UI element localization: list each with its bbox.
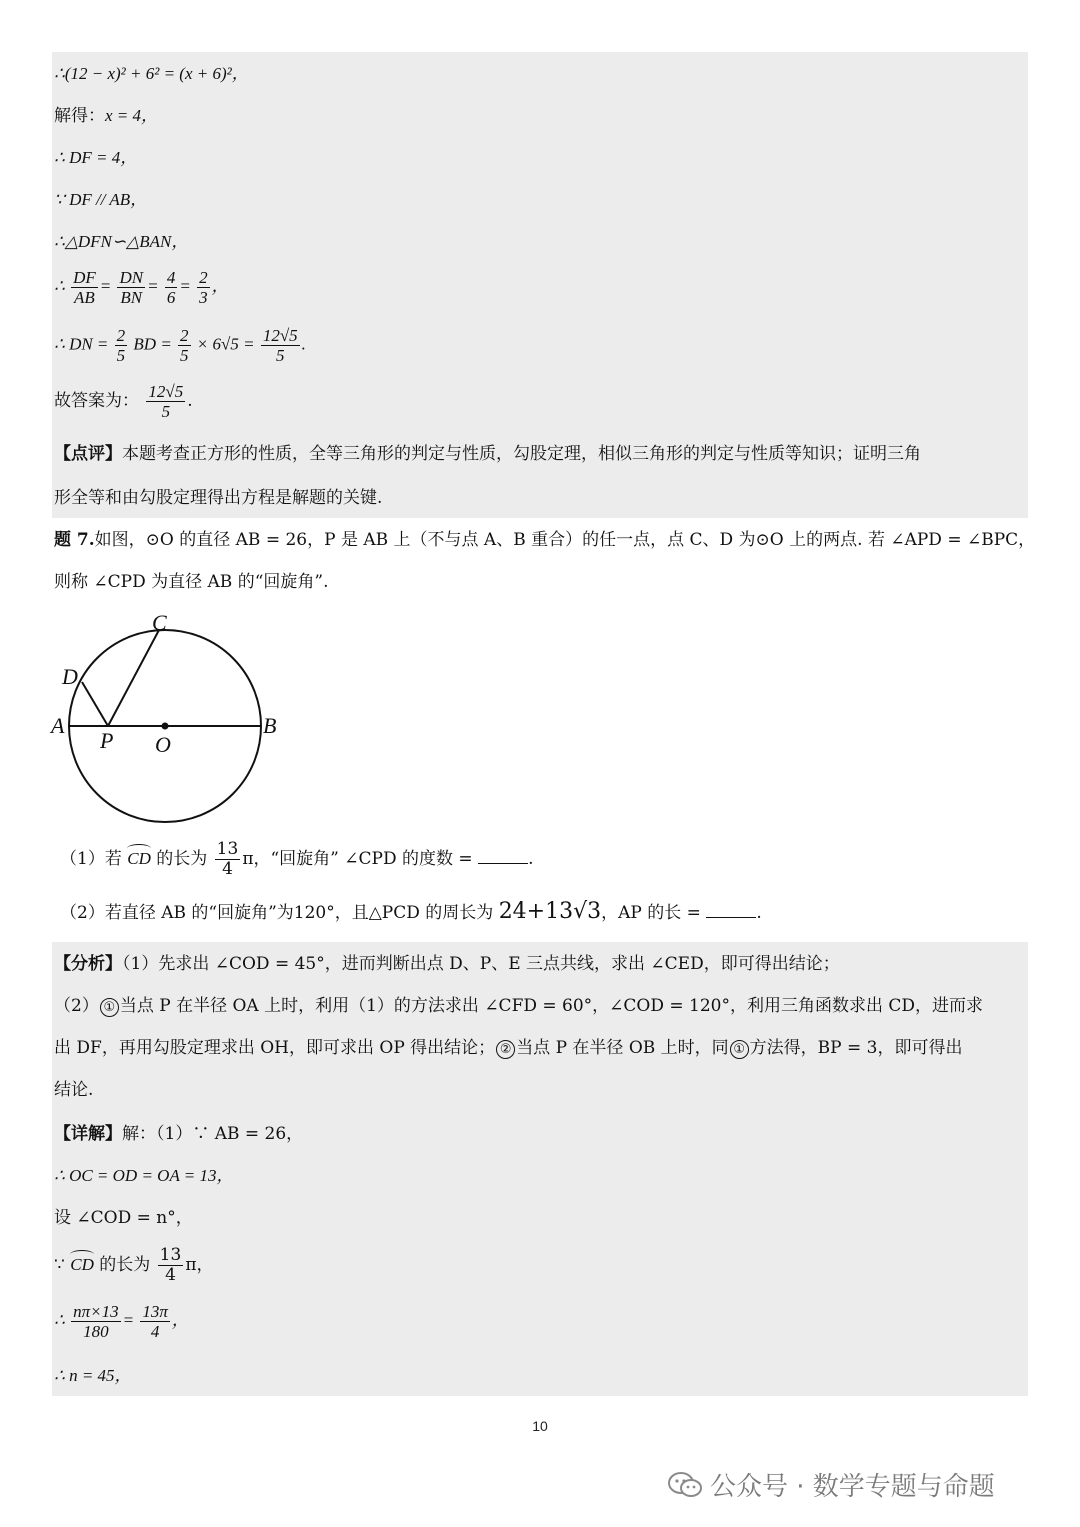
question-1: （1）若 CD 的长为 $\frac{13}{4}$ π，“回旋角” ∠CPD 的度数 = . [60, 839, 534, 879]
label-a: A [51, 713, 65, 738]
label-p: P [100, 728, 114, 753]
dn-line: ∴ DN = $\frac{2}{5}$ BD = $\frac{2}{5}$ × 6√5 = $\frac{12√5}{5}$ . [54, 326, 306, 365]
segment-pd [82, 682, 108, 726]
answer-blank-2 [706, 901, 756, 918]
watermark-text: 公众号 · 数学专题与命题 [710, 1472, 995, 1502]
label-d: D [62, 664, 78, 689]
solve-line: 解得：x = 4， [54, 106, 159, 126]
review-line-2: 形全等和由勾股定理得出方程是解题的关键. [54, 488, 383, 508]
review-line-1: 【点评】本题考查正方形的性质，全等三角形的判定与性质，勾股定理，相似三角形的判定与性质等知识；证明三角 [54, 444, 921, 464]
analysis-line-3: 出 DF，再用勾股定理求出 OH，即可求出 OP 得出结论； ② 当点 P 在半径 OB 上时，同 ① 方法得，BP = 3，即可得出 [54, 1038, 963, 1058]
problem-statement-line-1: 题 7.如图，⊙O 的直径 AB = 26，P 是 AB 上（不与点 A、B 重合）的任一点，点 C、D 为⊙O 上的两点. 若 ∠APD = ∠BPC， [54, 530, 1036, 550]
analysis-line-4: 结论. [54, 1080, 94, 1100]
watermark [668, 1466, 995, 1503]
equation-line: ∵ DF // AB， [54, 190, 148, 209]
question-2: （2）若直径 AB 的“回旋角”为120°，且△PCD 的周长为 24+13√3，AP 的长 = . [60, 899, 762, 924]
analysis-line-2: （2） ① 当点 P 在半径 OA 上时，利用（1）的方法求出 ∠CFD = 60°，∠COD = 120°，利用三角函数求出 CD，进而求 [54, 996, 984, 1016]
detail-line-2: ∴ OC = OD = OA = 13， [54, 1166, 234, 1185]
detail-line-6: ∴ n = 45， [54, 1366, 132, 1385]
equation-line: ∴(12 − x)² + 6² = (x + 6)²， [54, 64, 249, 83]
page-number: 10 [532, 1418, 548, 1434]
answer-line: 故答案为： $\frac{12√5}{5}$ . [54, 382, 193, 421]
ratio-line: ∴ $\frac{DF}{AB}$ = $\frac{DN}{BN}$ = $\frac{4}{6}$ = $\frac{2}{3}$ ， [54, 268, 229, 307]
detail-line-4: ∵ CD 的长为 $\frac{13}{4}$ π， [54, 1245, 214, 1285]
circle-figure [40, 600, 300, 830]
answer-blank-1 [478, 847, 528, 864]
label-o: O [155, 732, 171, 757]
problem-statement-line-2: 则称 ∠CPD 为直径 AB 的“回旋角”. [54, 572, 329, 592]
label-b: B [263, 713, 277, 738]
detail-line-5: ∴ $\frac{n\pi\times 13}{180}$ = $\frac{13\pi}{4}$ ， [54, 1302, 189, 1341]
detail-line-3: 设 ∠COD = n°， [54, 1208, 193, 1228]
equation-line: ∴ DF = 4， [54, 148, 138, 167]
wechat-icon [668, 1471, 702, 1499]
detail-line-1: 【详解】解：（1）∵ AB = 26， [54, 1124, 304, 1144]
equation-line: ∴△DFN∽△BAN， [54, 232, 189, 251]
center-point-o [162, 723, 169, 730]
label-c: C [152, 610, 167, 635]
analysis-line-1: 【分析】（1）先求出 ∠COD = 45°，进而判断出点 D、P、E 三点共线，求出 ∠CED，即可得出结论； [54, 954, 840, 974]
